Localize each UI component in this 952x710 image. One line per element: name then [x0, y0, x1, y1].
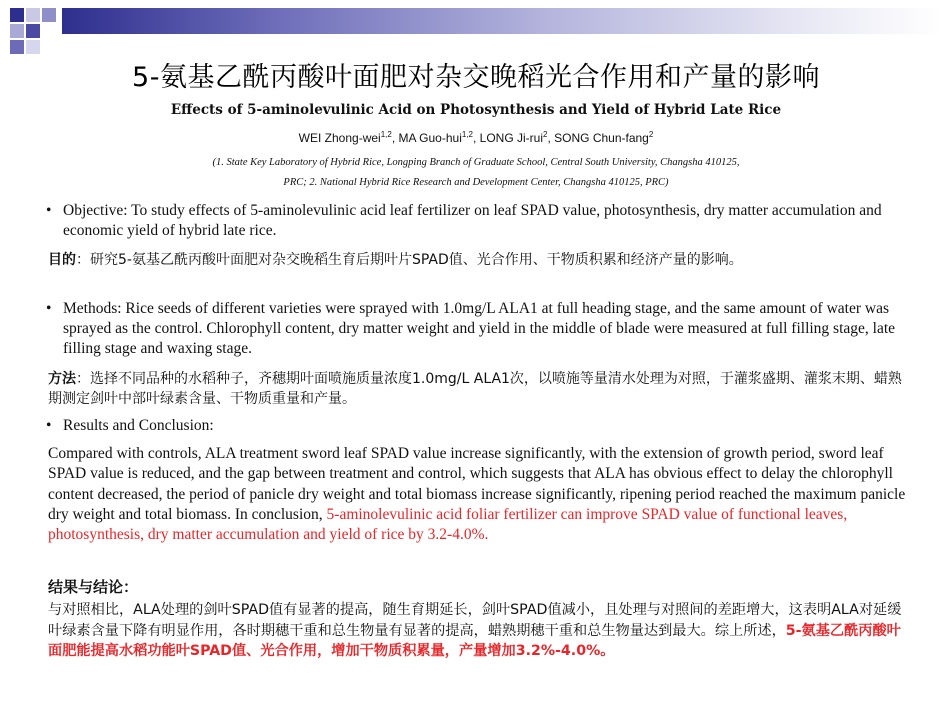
results-zh-highlight: 5-氨基乙酰丙酸叶面肥能提高水稻功能叶SPAD值、光合作用，增加干物质积累量，产量增加3.2%-4.0%。: [48, 622, 901, 659]
results-en-text: Compared with controls, ALA treatment sword leaf SPAD value increase significantly, with the extension of growth period, sword leaf SPAD value is reduced, and the gap between treatment and control, which suggests that ALA has obvious effect to delay the chlorophyll content decreased, the period of panicle dry weight and total biomass increase significantly, ripening period reached the maximum panicle dry weight and total biomass. In conclusion,: [48, 445, 906, 523]
deco-square: [10, 8, 24, 22]
results-heading-chinese: 结果与结论：: [48, 578, 139, 596]
objective-english: Objective: To study effects of 5-aminolevulinic acid leaf fertilizer on leaf SPAD value, photosynthesis, dry matter accumulation and economic yield of hybrid late rice.: [63, 202, 882, 239]
methods-zh-label: 方法: [48, 371, 76, 387]
bullet-dot: •: [46, 202, 52, 219]
results-en-highlight: 5-aminolevulinic acid foliar fertilizer can improve SPAD value of functional leaves, photosynthesis, dry matter accumulation and yield of rice by 3.2-4.0%.: [48, 505, 848, 544]
label-colon: ：: [76, 371, 90, 387]
author-name: LONG Ji-rui: [479, 131, 544, 145]
author-affil-sup: 1,2: [380, 130, 392, 139]
author-list: [0, 130, 952, 145]
methods-chinese: [48, 369, 908, 409]
author-name: WEI Zhong-wei: [298, 131, 381, 145]
author-name: MA Guo-hui: [398, 131, 462, 145]
methods-zh-text: 选择不同品种的水稻种子，齐穗期叶面喷施质量浓度1.0mg/L ALA1次，以喷施等量清水处理为对照，于灌浆盛期、灌浆末期、蜡熟期测定剑叶中部叶绿素含量、干物质重量和产量。: [48, 371, 902, 407]
results-chinese-paragraph: [48, 600, 910, 662]
slide-title: 5-氨基乙酰丙酸叶面肥对杂交晚稻光合作用和产量的影响: [132, 62, 820, 93]
author-separator: ,: [473, 131, 480, 145]
methods-english: Methods: Rice seeds of different varieties were sprayed with 1.0mg/L ALA1 at full heading stage, and the same amount of water was sprayed as the control. Chlorophyll content, dry matter weight and yield in the middle of blade were measured at full filling stage, late filling stage and waxing stage.: [63, 300, 896, 357]
author-affil-sup: 2: [648, 130, 654, 139]
author-affil-sup: 2: [543, 130, 548, 139]
deco-square: [26, 8, 40, 22]
objective-zh-text: 研究5-氨基乙酰丙酸叶面肥对杂交晚稻生育后期叶片SPAD值、光合作用、干物质积累和经济产量的影响。: [90, 252, 743, 268]
affiliation-line-1: (1. State Key Laboratory of Hybrid Rice, Longping Branch of Graduate School, Central South University, Changsha 410125,: [212, 157, 740, 168]
english-title: Effects of 5-aminolevulinic Acid on Photosynthesis and Yield of Hybrid Late Rice: [170, 102, 782, 118]
objective-bullet: [46, 201, 906, 241]
results-english-paragraph: [48, 444, 910, 545]
label-colon: ：: [76, 252, 90, 268]
bullet-dot: •: [46, 300, 52, 317]
header-gradient-bar: [62, 8, 942, 34]
author-affil-sup: 1,2: [461, 130, 473, 139]
results-heading-english: Results and Conclusion:: [63, 417, 214, 434]
results-zh-text: 与对照相比，ALA处理的剑叶SPAD值有显著的提高，随生育期延长，剑叶SPAD值减小，且处理与对照间的差距增大，这表明ALA对延缓叶绿素含量下降有明显作用，各时期穗干重和总生物量有显著的提高，蜡熟期穗干重和总生物量达到最大。综上所述，: [48, 602, 902, 639]
deco-square: [26, 40, 40, 54]
author-name: SONG Chun-fang: [554, 131, 649, 145]
deco-square: [10, 40, 24, 54]
deco-square: [10, 24, 24, 38]
objective-chinese: [48, 250, 908, 270]
author-separator: ,: [391, 131, 399, 145]
affiliation-line-2: PRC; 2. National Hybrid Rice Research and Development Center, Changsha 410125, PRC): [283, 177, 669, 188]
results-bullet: [46, 416, 906, 436]
bullet-dot: •: [46, 417, 52, 434]
objective-zh-label: 目的: [48, 252, 76, 268]
deco-square: [42, 8, 56, 22]
methods-bullet: [46, 299, 906, 359]
author-separator: ,: [547, 131, 555, 145]
deco-square: [26, 24, 40, 38]
